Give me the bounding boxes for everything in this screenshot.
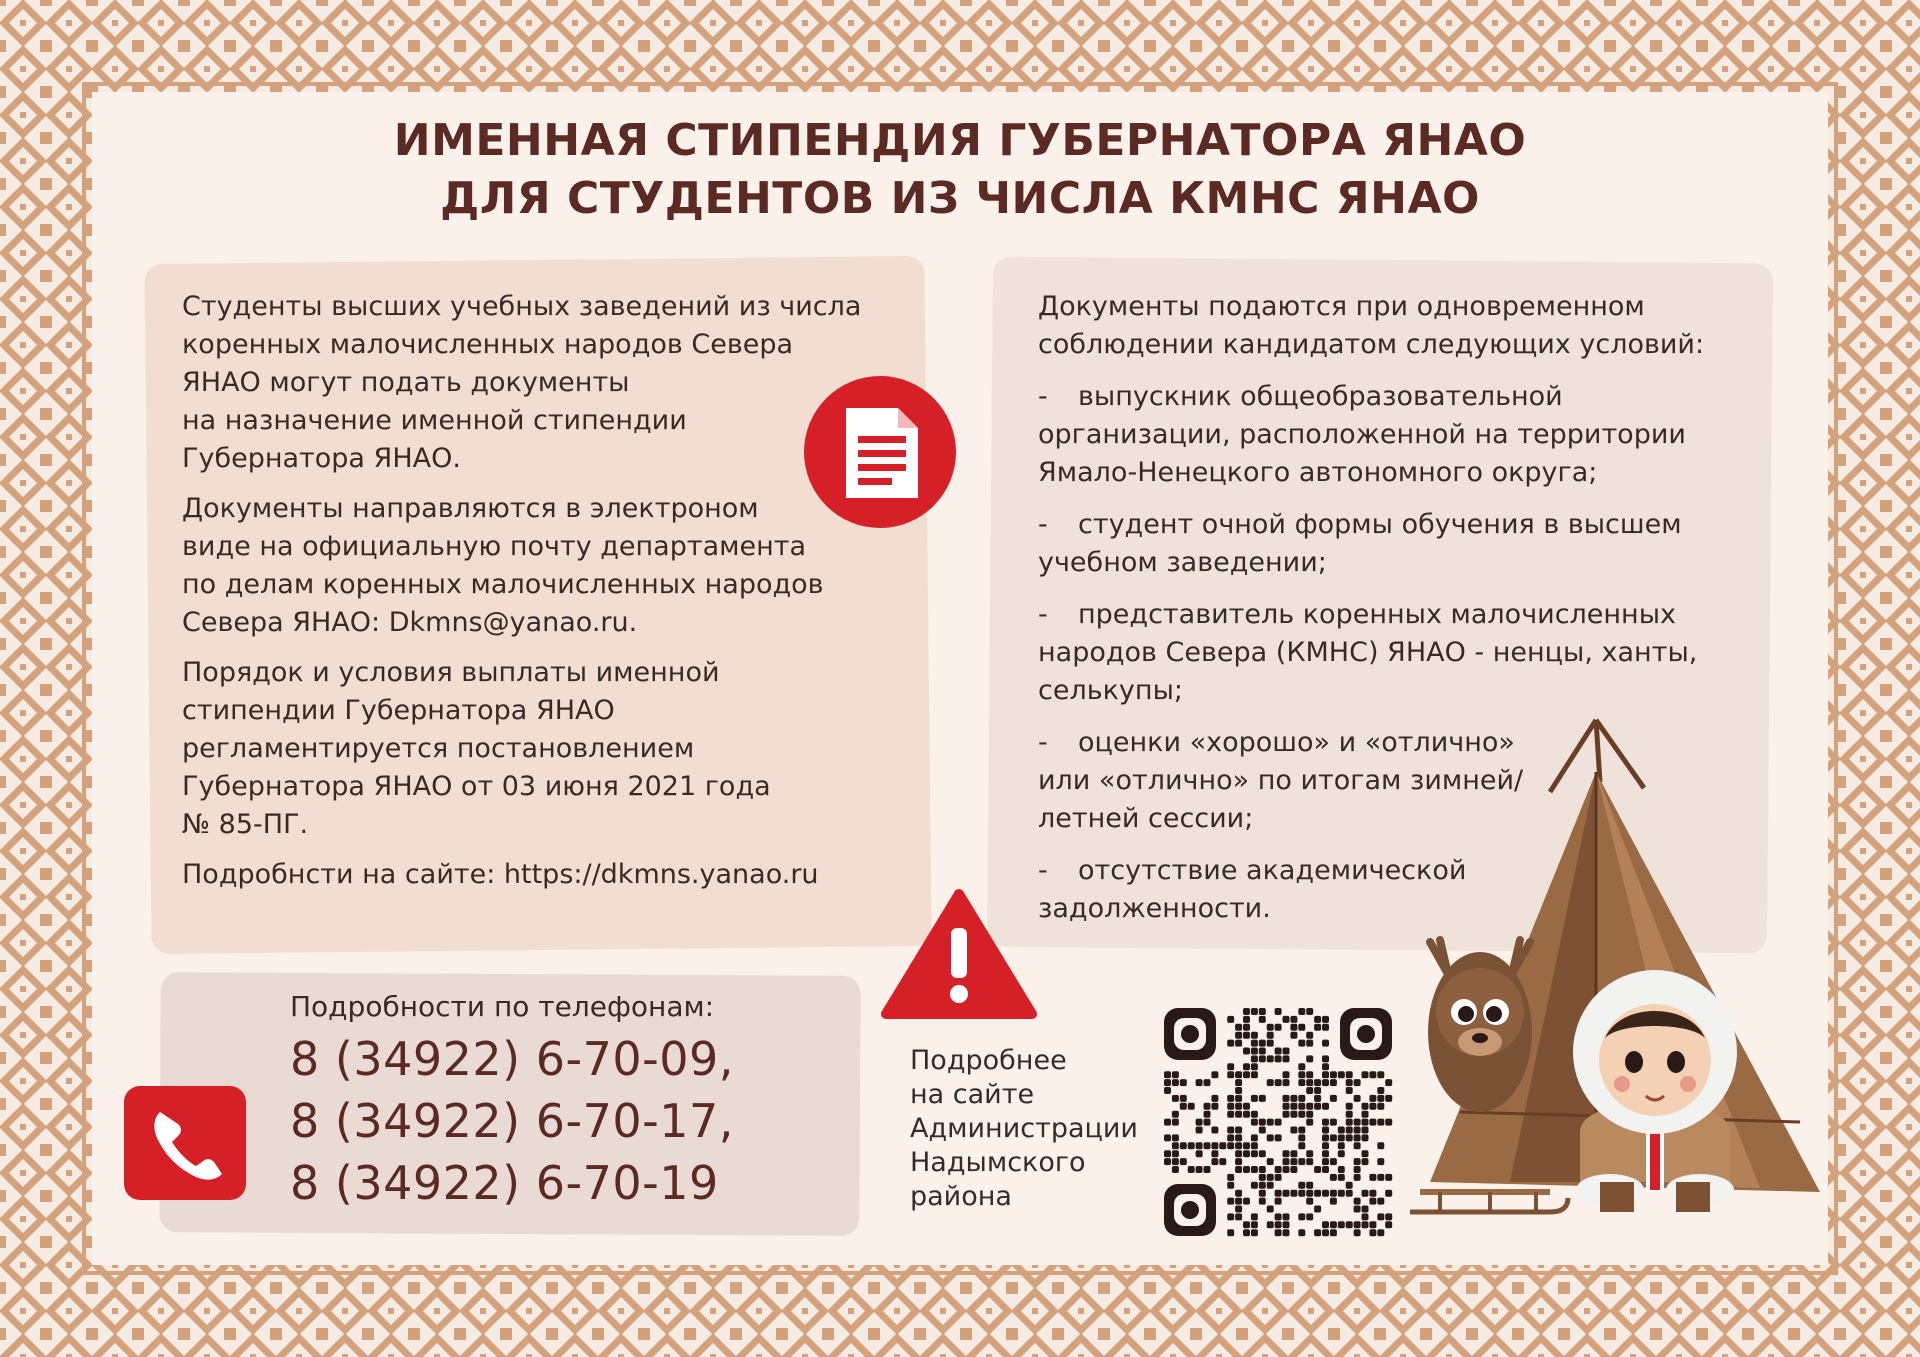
phone-number: 8 (34922) 6-70-17, — [290, 1094, 734, 1148]
condition-item: - студент очной формы обучения в высшем учебном заведении; — [1038, 509, 1682, 578]
info-paragraph-2: Документы направляются в электроном виде на официальную почту департамента по делам коренных малочисленных народов Севера ЯНАО: Dkmns@yanao.ru. — [182, 493, 824, 638]
info-paragraph-4: Подробнсти на сайте: https://dkmns.yanao.ru — [182, 859, 819, 890]
condition-item: - оценки «хорошо» и «отлично» или «отлично» по итогам зимней/ летней сессии; — [1038, 727, 1524, 834]
conditions-intro: Документы подаются при одновременном соблюдении кандидатом следующих условий: — [1038, 291, 1705, 360]
document-icon — [802, 374, 958, 530]
title-line-1: ИМЕННАЯ СТИПЕНДИЯ ГУБЕРНАТОРА ЯНАО — [393, 115, 1527, 166]
phone-icon — [120, 1082, 250, 1204]
website-note: Подробнее на сайте Администрации Надымского района — [910, 1045, 1138, 1212]
condition-item: - представитель коренных малочисленных народов Севера (КМНС) ЯНАО - ненцы, ханты, селькупы; — [1038, 599, 1698, 706]
phones-label: Подробности по телефонам: — [290, 990, 715, 1023]
condition-item: - отсутствие академической задолженности. — [1038, 855, 1467, 924]
warning-icon — [880, 888, 1038, 1020]
chum-tent-reindeer-child-illustration — [1400, 712, 1860, 1272]
title-line-2: ДЛЯ СТУДЕНТОВ ИЗ ЧИСЛА КМНС ЯНАО — [440, 173, 1480, 224]
qr-code[interactable] — [1160, 1004, 1396, 1240]
info-paragraph-1: Студенты высших учебных заведений из числа коренных малочисленных народов Севера ЯНАО могут подать документы на назначение именной стипендии Губернатора ЯНАО. — [182, 291, 862, 474]
info-paragraph-3: Порядок и условия выплаты именной стипендии Губернатора ЯНАО регламентируется постановлением Губернатора ЯНАО от 03 июня 2021 года № 85-ПГ. — [182, 657, 771, 840]
phone-number: 8 (34922) 6-70-09, — [290, 1032, 734, 1086]
condition-item: - выпускник общеобразовательной организации, расположенной на территории Ямало-Ненецкого автономного округа; — [1038, 381, 1686, 488]
scholarship-info — [182, 288, 902, 906]
phone-number: 8 (34922) 6-70-19 — [290, 1156, 719, 1210]
page-title — [0, 112, 1920, 228]
